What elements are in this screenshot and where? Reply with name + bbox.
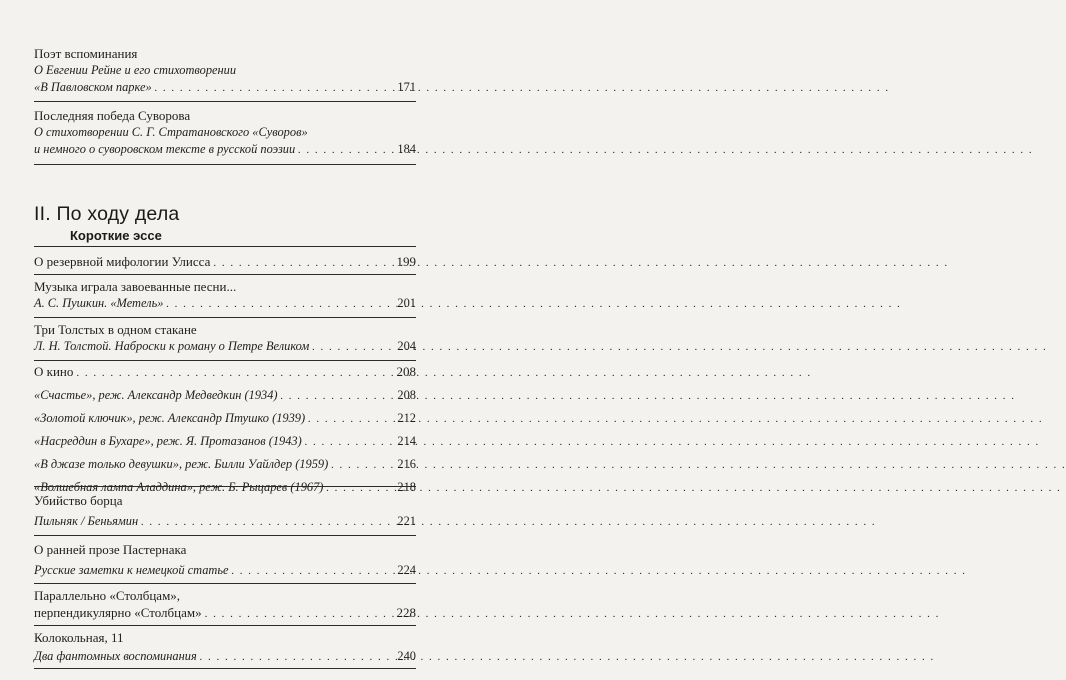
film-line: [34, 410, 416, 428]
page-number: 212: [397, 411, 416, 425]
toc-entry-suvorov: [34, 107, 416, 159]
divider: [34, 583, 416, 584]
entry-title: Музыка играла завоеванные песни...: [34, 279, 237, 294]
entry-title: Убийство борца: [34, 493, 123, 508]
entry-title: О кино: [34, 364, 74, 379]
entry-subtitle: и немного о суворовском тексте в русской поэзии: [34, 142, 296, 156]
page-number: 208: [397, 388, 416, 402]
dot-leader: [298, 142, 391, 159]
book-page: [0, 0, 450, 680]
dot-leader: [205, 606, 391, 623]
page-number: 208: [396, 364, 416, 379]
page-number: 221: [397, 514, 416, 528]
page-number: 204: [397, 339, 416, 353]
divider: [34, 274, 416, 275]
dot-leader: [331, 457, 391, 474]
toc-entry-cinema: [34, 363, 416, 497]
film-title: «Золотой ключик», реж. Александр Птушко (1939): [34, 411, 306, 425]
entry-title: О ранней прозе Пастернака: [34, 542, 187, 557]
entry-title-line: [34, 629, 416, 646]
page-number: 214: [397, 434, 416, 448]
entry-subtitle-line: [34, 338, 416, 356]
toc-entry-poet: [34, 45, 416, 97]
toc-entry-stolbtsy: [34, 587, 416, 623]
entry-subtitle: «В Павловском парке»: [34, 80, 152, 94]
film-title: «В джазе только девушки», реж. Билли Уайлдер (1959): [34, 457, 329, 471]
entry-title-line: [34, 321, 416, 338]
film-title: «Волшебная лампа Аладдина», реж. Б. Рыцарев (1967): [34, 480, 324, 494]
dot-leader: [281, 388, 391, 405]
toc-entry-wrestler: [34, 492, 416, 531]
entry-subtitle-line: [34, 513, 416, 531]
entry-title: Последняя победа Суворова: [34, 108, 191, 123]
entry-subtitle-line: [34, 124, 416, 141]
film-line: [34, 456, 416, 474]
divider: [34, 317, 416, 318]
entry-subtitle: Русские заметки к немецкой статье: [34, 563, 229, 577]
section-subtitle: Короткие эссе: [70, 228, 162, 243]
entry-subtitle: О Евгении Рейне и его стихотворении: [34, 63, 237, 77]
divider: [34, 360, 416, 361]
entry-title-line: [34, 45, 416, 62]
entry-subtitle-line: [34, 62, 416, 79]
dot-leader: [312, 339, 391, 356]
dot-leader: [232, 563, 392, 580]
divider: [34, 668, 416, 669]
entry-title-line: [34, 541, 416, 558]
entry-subtitle: Л. Н. Толстой. Наброски к роману о Петре Великом: [34, 339, 310, 353]
page-number: 216: [397, 457, 416, 471]
toc-entry-pasternak: [34, 541, 416, 580]
dot-leader: [200, 649, 391, 666]
toc-entry-tolstoy: [34, 321, 416, 356]
divider: [34, 535, 416, 536]
entry-subtitle: А. С. Пушкин. «Метель»: [34, 296, 164, 310]
page-number: 184: [397, 142, 416, 156]
entry-title-line: [34, 492, 416, 509]
dot-leader: [308, 411, 391, 428]
dot-leader: [166, 296, 391, 313]
entry-subtitle-line: [34, 648, 416, 666]
entry-subtitle-line: [34, 79, 416, 97]
entry-title-line: [34, 604, 416, 623]
entry-subtitle: О стихотворении С. Г. Стратановского «Суворов»: [34, 125, 308, 139]
entry-title: Поэт вспоминания: [34, 46, 138, 61]
divider: [34, 625, 416, 626]
entry-title: перпендикулярно «Столбцам»: [34, 605, 202, 620]
entry-title-line: [34, 363, 416, 382]
page-number: 224: [397, 563, 416, 577]
page-number: 201: [397, 296, 416, 310]
dot-leader: [76, 365, 391, 382]
dot-leader: [305, 434, 391, 451]
film-line: [34, 433, 416, 451]
dot-leader: [155, 80, 391, 97]
entry-title-line: [34, 278, 416, 295]
entry-subtitle-line: [34, 295, 416, 313]
entry-title: Колокольная, 11: [34, 630, 124, 645]
divider: [34, 164, 416, 165]
dot-leader: [213, 255, 391, 272]
entry-title-line: [34, 587, 416, 604]
page-number: 218: [397, 480, 416, 494]
entry-title: О резервной мифологии Улисса: [34, 254, 211, 269]
toc-entry-kolokolnaya: [34, 629, 416, 666]
toc-entry-ulysses: [34, 253, 416, 272]
page-number: 240: [397, 649, 416, 663]
film-title: «Счастье», реж. Александр Медведкин (1934): [34, 388, 278, 402]
entry-title: Три Толстых в одном стакане: [34, 322, 197, 337]
entry-title-line: [34, 107, 416, 124]
divider: [34, 246, 416, 247]
entry-subtitle-line: [34, 562, 416, 580]
section-title: II. По ходу дела: [34, 203, 180, 225]
toc-entry-music: [34, 278, 416, 313]
page-number: 228: [396, 605, 416, 620]
entry-subtitle-line: [34, 141, 416, 159]
film-title: «Насреддин в Бухаре», реж. Я. Протазанов (1943): [34, 434, 302, 448]
divider: [34, 486, 416, 487]
entry-subtitle: Пильняк / Беньямин: [34, 514, 139, 528]
divider: [34, 101, 416, 102]
page-number: 171: [397, 80, 416, 94]
entry-title: Параллельно «Столбцам»,: [34, 588, 181, 603]
entry-subtitle: Два фантомных воспоминания: [34, 649, 197, 663]
dot-leader: [141, 514, 391, 531]
film-line: [34, 387, 416, 405]
page-number: 199: [396, 254, 416, 269]
entry-title-line: [34, 253, 416, 272]
